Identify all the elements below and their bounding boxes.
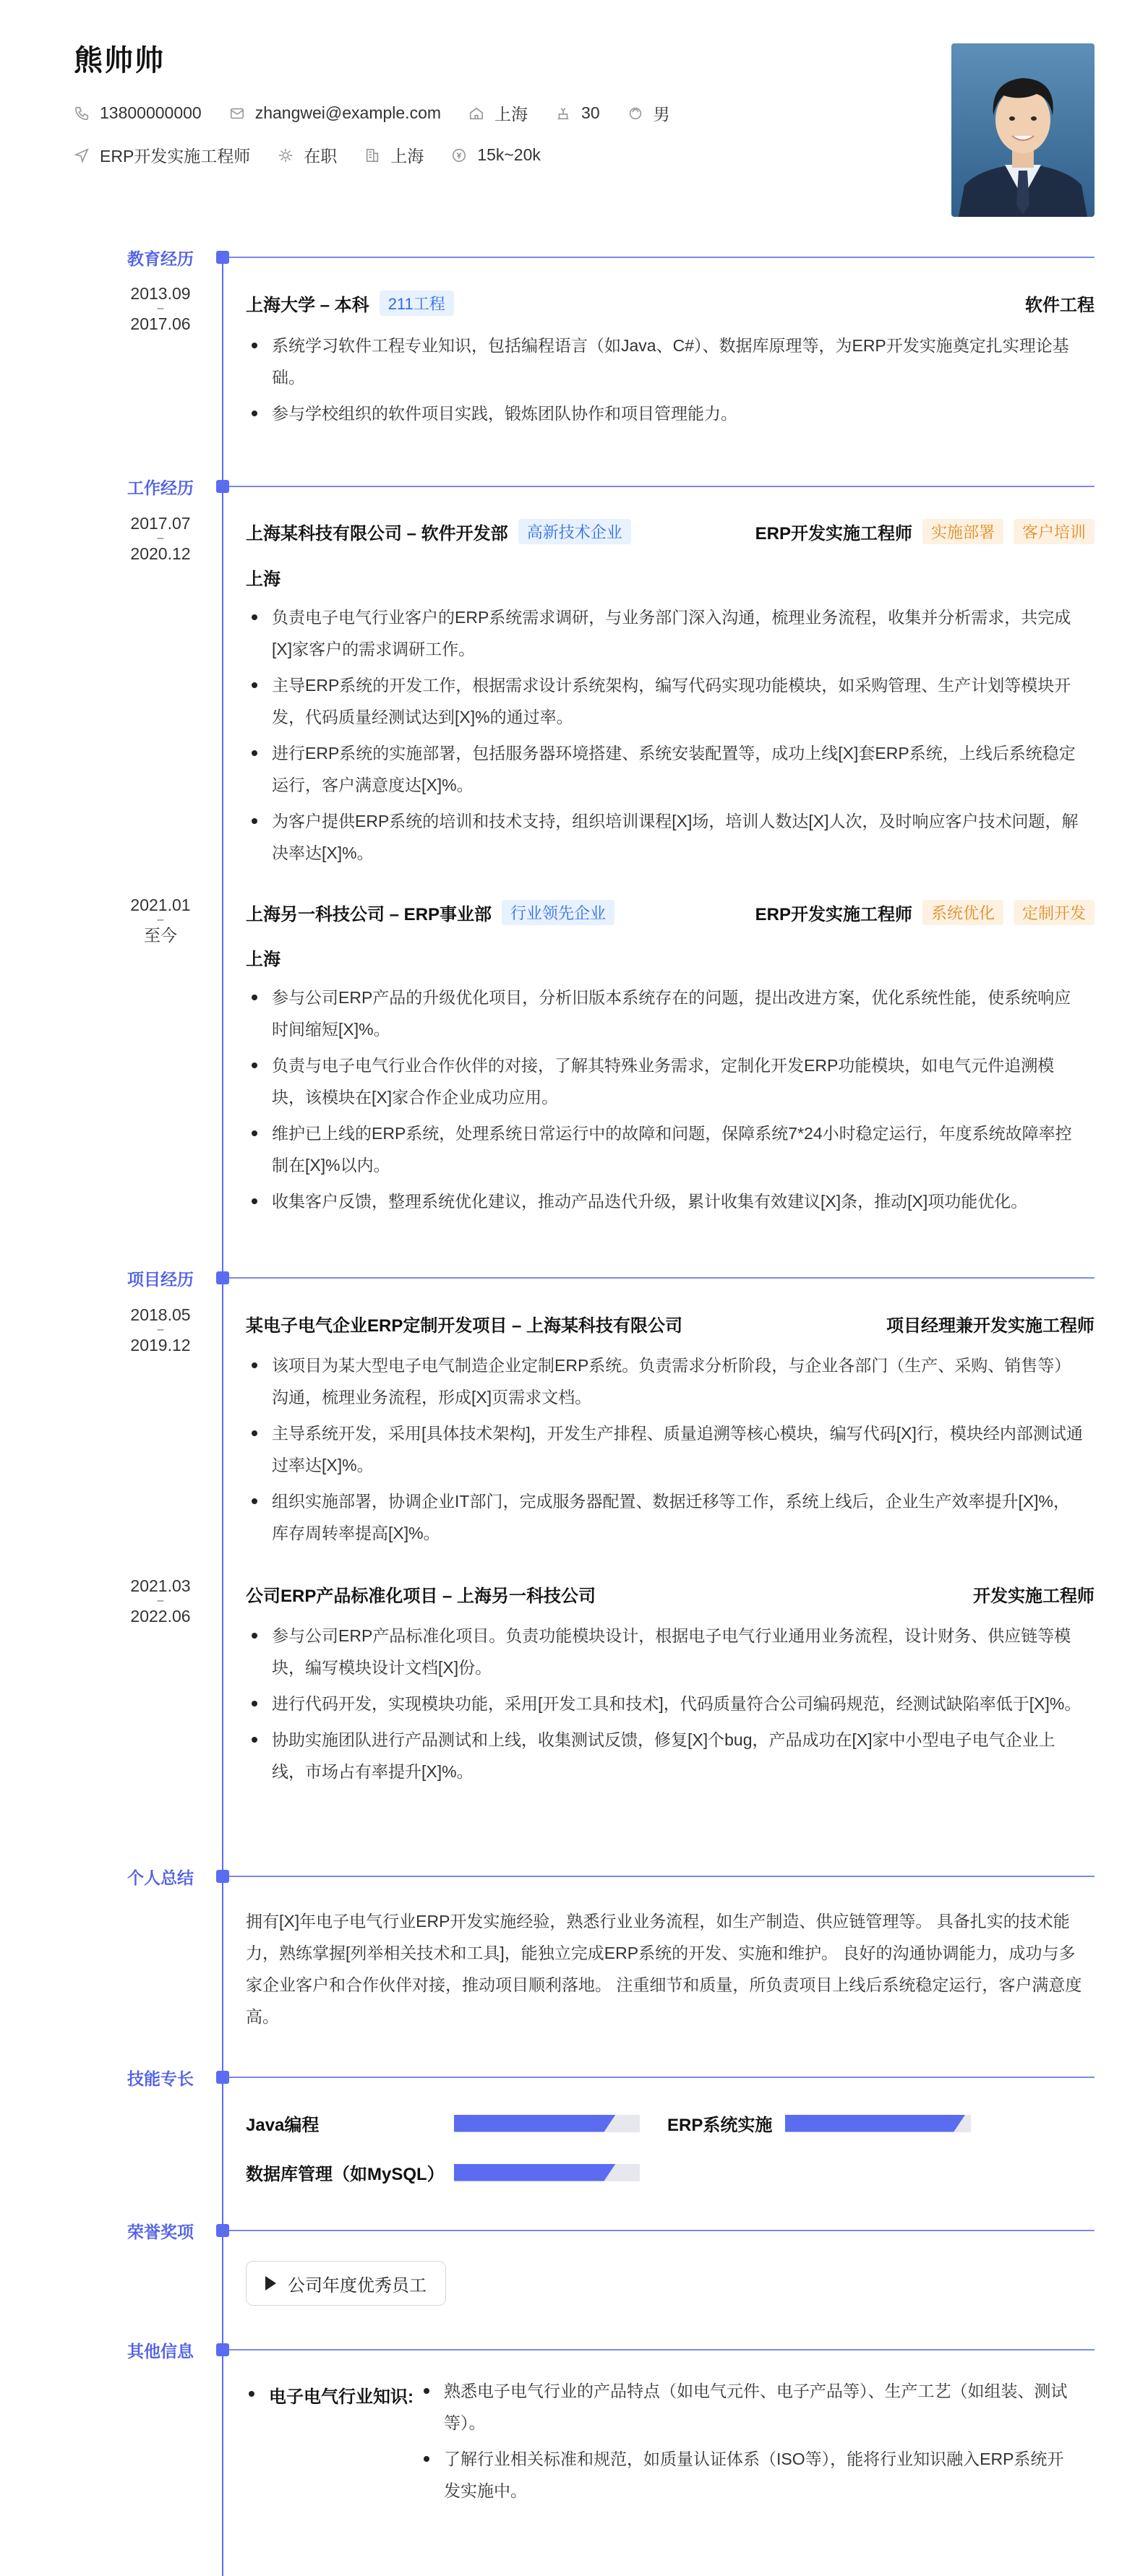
role-tag: 定制开发: [1014, 900, 1095, 925]
skill-name: 数据库管理（如MySQL）: [246, 2165, 445, 2184]
section-marker: [216, 2071, 229, 2084]
major: 软件工程: [1025, 296, 1095, 315]
work-city-item: [364, 143, 424, 167]
award-item: [246, 2261, 446, 2306]
position-text: ERP开发实施工程师: [100, 147, 251, 166]
section-marker: [216, 251, 229, 264]
work-city: 上海: [246, 570, 280, 589]
candidate-name: 熊帅帅: [74, 45, 165, 77]
gender-text: 男: [653, 105, 670, 124]
age-item: [555, 103, 600, 123]
skill-item: [246, 2111, 640, 2136]
section-divider: [229, 2077, 1095, 2078]
play-icon: [265, 2276, 276, 2291]
work-city-text: 上海: [390, 147, 424, 166]
phone-icon: [74, 106, 90, 121]
status-item: [278, 143, 337, 167]
date-sep: –: [157, 1323, 164, 1336]
company-name: 上海另一科技公司 – ERP事业部: [246, 905, 492, 924]
age-text: 30: [581, 103, 600, 122]
date-end: 2017.06: [130, 314, 191, 333]
home-icon: [468, 106, 484, 121]
school-name: 上海大学 – 本科: [246, 296, 369, 315]
project-role: 项目经理兼开发实施工程师: [886, 1316, 1095, 1336]
work-header-1: [246, 519, 1095, 544]
company-tag: 行业领先企业: [502, 900, 614, 925]
job-role: ERP开发实施工程师: [755, 905, 912, 924]
role-tag: 客户培训: [1014, 519, 1095, 544]
date-sep: –: [157, 532, 164, 544]
profile-photo: [951, 43, 1095, 217]
section-divider: [229, 1876, 1095, 1877]
project-name: 公司ERP产品标准化项目 – 上海另一科技公司: [246, 1587, 596, 1606]
section-marker: [216, 1870, 229, 1883]
school-tag: 211工程: [380, 291, 454, 316]
work-bullets-2: [246, 982, 1084, 1222]
contact-row-1: [74, 101, 698, 125]
other-bullets: [418, 2375, 1076, 2511]
education-bullets: [246, 330, 1084, 434]
other-label: 电子电气行业知识:: [246, 2382, 414, 2408]
summary-text: 拥有[X]年电子电气行业ERP开发实施经验，熟悉行业业务流程，如生产制造、供应链管理等。 具备扎实的技术能力，熟练掌握[列举相关技术和工具]，能独立完成ERP系统的开发、实施和维护。 良好的沟通协调能力，成功与多家企业客户和合作伙伴对接，推动项目顺利落地。 注重细节和质量，所负责项目上线后系统稳定运行，客户满意度高。: [246, 1912, 1082, 2026]
section-divider: [229, 486, 1095, 487]
date-end: 2020.12: [130, 544, 191, 563]
list-item: 该项目为某大型电子电气制造企业定制ERP系统。负责需求分析阶段，与企业各部门（生产、采购、销售等）沟通，梳理业务流程，形成[X]页需求文档。: [246, 1349, 1084, 1413]
skill-bar: [454, 2115, 640, 2132]
list-item: 负责与电子电气行业合作伙伴的对接，了解其特殊业务需求，定制化开发ERP功能模块，如电气元件追溯模块，该模块在[X]家合作企业成功应用。: [246, 1049, 1084, 1113]
project-header-1: [246, 1311, 1095, 1336]
list-item: 进行代码开发，实现模块功能，采用[开发工具和技术]，代码质量符合公司编码规范，经测试缺陷率低于[X]%。: [246, 1688, 1084, 1720]
city-item: [468, 101, 528, 125]
project-bullets-2: [246, 1620, 1084, 1792]
list-item: 参与公司ERP产品标准化项目。负责功能模块设计，根据电子电气行业通用业务流程，设计财务、供应链等模块，编写模块设计文档[X]份。: [246, 1620, 1084, 1683]
date-sep: –: [157, 1594, 164, 1607]
date-sep: –: [157, 914, 164, 926]
section-divider: [229, 2230, 1095, 2231]
work-city: 上海: [246, 950, 280, 969]
list-item: 主导ERP系统的开发工作，根据需求设计系统架构，编写代码实现功能模块，如采购管理、生产计划等模块开发，代码质量经测试达到[X]%的通过率。: [246, 669, 1084, 733]
date-start: 2017.07: [130, 514, 191, 533]
award-name: 公司年度优秀员工: [288, 2275, 427, 2296]
education-date: [108, 283, 213, 334]
list-item: 了解行业相关标准和规范，如质量认证体系（ISO等），能将行业知识融入ERP系统开发实施中。: [418, 2443, 1076, 2507]
section-title-honors: 荣誉奖项: [127, 2223, 194, 2241]
role-tag: 系统优化: [922, 900, 1003, 925]
email-text: zhangwei@example.com: [254, 103, 442, 122]
building-icon: [364, 147, 380, 163]
skill-bar-fill: [454, 2115, 616, 2132]
position-item: [74, 143, 250, 167]
date-sep: –: [157, 302, 164, 314]
project-bullets-1: [246, 1349, 1084, 1553]
section-marker: [216, 2224, 229, 2237]
status-text: 在职: [304, 147, 338, 166]
company-tag: 高新技术企业: [518, 519, 631, 544]
section-title-projects: 项目经历: [127, 1270, 194, 1289]
project-role: 开发实施工程师: [973, 1587, 1095, 1606]
email-item: [229, 103, 441, 123]
list-item: 协助实施团队进行产品测试和上线，收集测试反馈，修复[X]个bug，产品成功在[X]家中小型电子电气企业上线，市场占有率提升[X]%。: [246, 1724, 1084, 1787]
status-icon: [278, 147, 294, 163]
skill-bar: [454, 2164, 640, 2181]
list-item: 负责电子电气行业客户的ERP系统需求调研，与业务部门深入沟通，梳理业务流程，收集并分析需求，共完成[X]家客户的需求调研工作。: [246, 601, 1084, 665]
section-title-work: 工作经历: [127, 478, 194, 497]
salary-item: [451, 145, 541, 165]
section-title-other: 其他信息: [127, 2342, 194, 2361]
section-divider: [229, 257, 1095, 258]
section-divider: [229, 2349, 1095, 2350]
date-end: 2019.12: [130, 1336, 191, 1354]
phone-item: [74, 103, 202, 123]
section-divider: [229, 1277, 1095, 1279]
list-item: 为客户提供ERP系统的培训和技术支持，组织培训课程[X]场，培训人数达[X]人次，及时响应客户技术问题，解决率达[X]%。: [246, 805, 1084, 869]
age-icon: [555, 106, 571, 121]
section-title-skills: 技能专长: [127, 2069, 194, 2088]
work-date-2: [108, 895, 213, 945]
work-header-2: [246, 900, 1095, 925]
skill-bar-fill: [454, 2164, 616, 2181]
skill-bar: [785, 2115, 971, 2132]
section-marker: [216, 2343, 229, 2356]
project-header-2: [246, 1581, 1095, 1607]
project-date-1: [108, 1305, 213, 1355]
skill-bar-fill: [785, 2115, 965, 2132]
date-start: 2018.05: [130, 1305, 191, 1324]
city-text: 上海: [494, 105, 528, 124]
date-start: 2021.01: [130, 896, 191, 914]
gender-icon: [627, 106, 643, 121]
salary-text: 15k~20k: [477, 145, 541, 164]
list-item: 熟悉电子电气行业的产品特点（如电气元件、电子产品等）、生产工艺（如组装、测试等）。: [418, 2375, 1076, 2439]
list-item: 参与公司ERP产品的升级优化项目，分析旧版本系统存在的问题，提出改进方案，优化系统性能，使系统响应时间缩短[X]%。: [246, 982, 1084, 1045]
mail-icon: [229, 106, 245, 121]
list-item: 进行ERP系统的实施部署，包括服务器环境搭建、系统安装配置等，成功上线[X]套ERP系统，上线后系统稳定运行，客户满意度达[X]%。: [246, 737, 1084, 801]
section-title-summary: 个人总结: [127, 1868, 194, 1887]
list-item: 主导系统开发，采用[具体技术架构]，开发生产排程、质量追溯等核心模块，编写代码[X]行，模块经内部测试通过率达[X]%。: [246, 1417, 1084, 1481]
skill-name: Java编程: [246, 2116, 320, 2135]
send-icon: [74, 147, 90, 163]
section-title-education: 教育经历: [127, 249, 194, 268]
list-item: 收集客户反馈，整理系统优化建议，推动产品迭代升级，累计收集有效建议[X]条，推动[X]项功能优化。: [246, 1185, 1084, 1217]
list-item: 参与学校组织的软件项目实践，锻炼团队协作和项目管理能力。: [246, 398, 1084, 429]
project-date-2: [108, 1576, 213, 1626]
list-item: 组织实施部署，协调企业IT部门，完成服务器配置、数据迁移等工作，系统上线后，企业生产效率提升[X]%，库存周转率提高[X]%。: [246, 1485, 1084, 1549]
job-role: ERP开发实施工程师: [755, 524, 912, 544]
phone-text: 13800000000: [100, 103, 202, 122]
section-marker: [216, 1271, 229, 1284]
salary-icon: [451, 147, 467, 163]
skill-name: ERP系统实施: [667, 2116, 773, 2135]
date-end: 2022.06: [130, 1607, 191, 1626]
project-name: 某电子电气企业ERP定制开发项目 – 上海某科技有限公司: [246, 1316, 683, 1336]
skill-item: [246, 2160, 640, 2185]
list-item: 维护已上线的ERP系统，处理系统日常运行中的故障和问题，保障系统7*24小时稳定运行，年度系统故障率控制在[X]%以内。: [246, 1117, 1084, 1181]
section-marker: [216, 480, 229, 493]
date-start: 2021.03: [130, 1576, 191, 1595]
work-bullets-1: [246, 601, 1084, 873]
education-header: [246, 291, 1095, 316]
role-tag: 实施部署: [922, 519, 1003, 544]
company-name: 上海某科技有限公司 – 软件开发部: [246, 524, 508, 544]
skill-item: [667, 2111, 971, 2136]
gender-item: [627, 101, 670, 125]
list-item: 系统学习软件工程专业知识，包括编程语言（如Java、C#）、数据库原理等，为ERP开发实施奠定扎实理论基础。: [246, 330, 1084, 393]
date-start: 2013.09: [130, 284, 191, 303]
contact-row-2: [74, 143, 568, 167]
date-end: 至今: [144, 926, 177, 945]
work-date-1: [108, 513, 213, 564]
